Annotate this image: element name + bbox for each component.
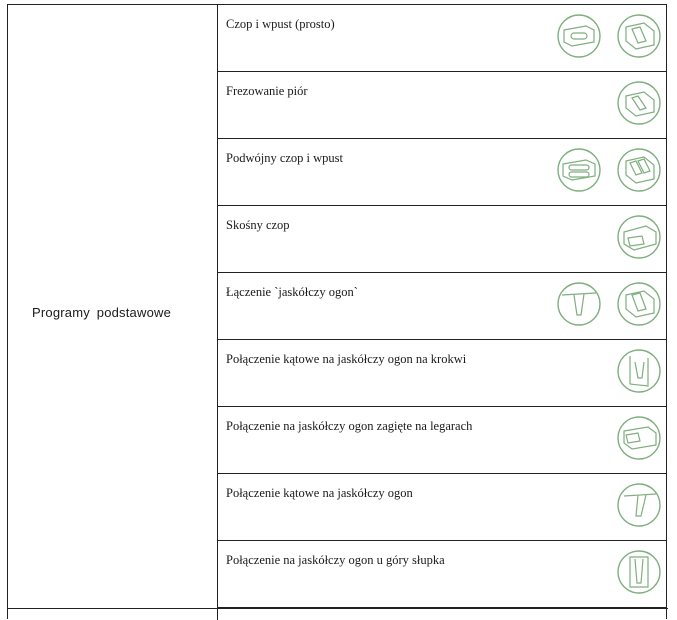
- table-row: [218, 5, 667, 72]
- dovetail-post-top-icon: [616, 549, 662, 595]
- program-table: [7, 4, 667, 619]
- table-row: [218, 139, 667, 206]
- table-row: [218, 541, 667, 608]
- row-label: Podwójny czop i wpust: [226, 151, 344, 165]
- row-label: Połączenie na jaskółczy ogon u góry słupka: [226, 553, 445, 567]
- tenon-mortise-straight-3d-icon: [616, 13, 662, 59]
- dovetail-rafter-icon: [616, 348, 662, 394]
- table-row: [218, 407, 667, 474]
- table-row: [218, 474, 667, 541]
- double-tenon-mortise-icon: [556, 147, 602, 193]
- tongue-milling-icon: [616, 80, 662, 126]
- dovetail-joist-icon: [616, 415, 662, 461]
- double-tenon-mortise-3d-icon: [616, 147, 662, 193]
- category-cell: [8, 5, 218, 620]
- dovetail-angle-icon: [616, 482, 662, 528]
- table-row: [218, 340, 667, 407]
- row-label: Połączenie kątowe na jaskółczy ogon: [226, 486, 413, 500]
- row-label: Frezowanie piór: [226, 84, 308, 98]
- table-row: [218, 72, 667, 139]
- table-row: [218, 273, 667, 340]
- row-label: Czop i wpust (prosto): [226, 17, 335, 31]
- row-label: Połączenie kątowe na jaskółczy ogon na krokwi: [226, 352, 467, 366]
- dovetail-joint-3d-icon: [616, 281, 662, 327]
- row-label: Połączenie na jaskółczy ogon zagięte na legarach: [226, 419, 473, 433]
- table-bottom-border: [8, 608, 668, 609]
- row-label: Łączenie `jaskółczy ogon`: [226, 285, 358, 299]
- dovetail-joint-icon: [556, 281, 602, 327]
- tenon-mortise-straight-icon: [556, 13, 602, 59]
- oblique-tenon-icon: [616, 214, 662, 260]
- row-label: Skośny czop: [226, 218, 290, 232]
- table-row: [218, 206, 667, 273]
- category-label: Programy podstawowe: [32, 305, 172, 320]
